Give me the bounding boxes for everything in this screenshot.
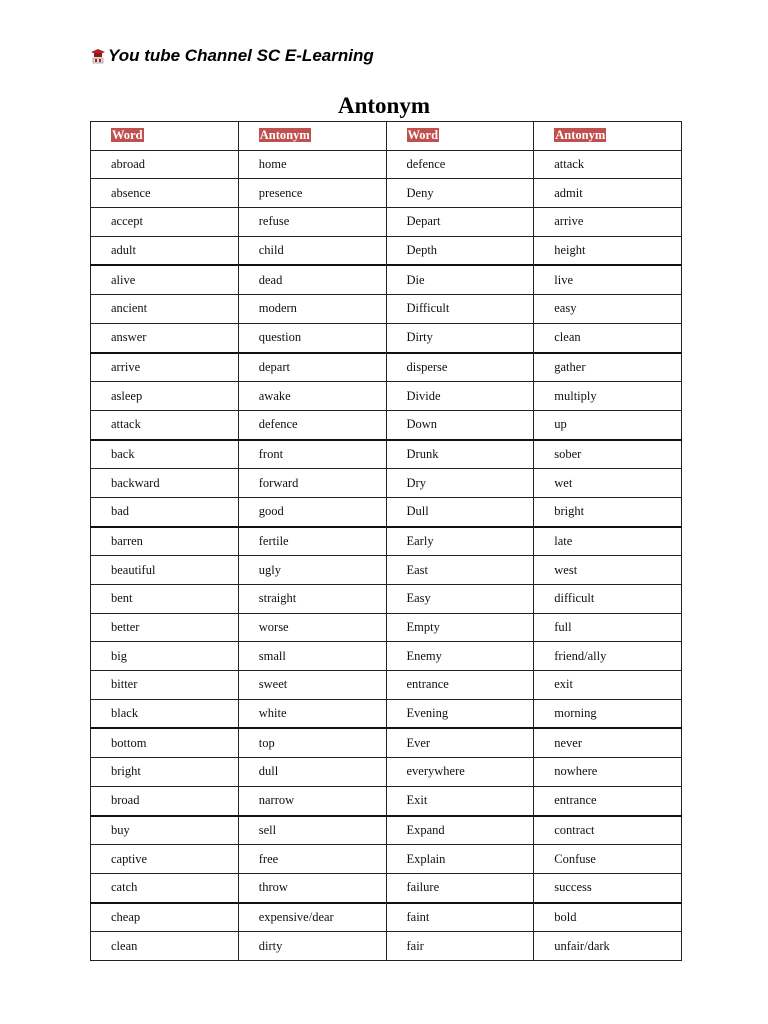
- table-row: [91, 382, 682, 411]
- table-row: [91, 845, 682, 874]
- word-cell: accept: [91, 208, 239, 237]
- word-cell: clean: [91, 932, 239, 961]
- word-cell: barren: [91, 527, 239, 556]
- word-cell: black: [91, 699, 239, 728]
- word-cell: Easy: [386, 585, 534, 614]
- antonym-cell: free: [238, 845, 386, 874]
- word-cell: backward: [91, 469, 239, 498]
- word-cell: entrance: [386, 671, 534, 700]
- antonym-cell: presence: [238, 179, 386, 208]
- table-row: [91, 671, 682, 700]
- word-cell: attack: [91, 410, 239, 439]
- antonym-cell: front: [238, 440, 386, 469]
- antonym-cell: arrive: [534, 208, 682, 237]
- antonym-cell: Confuse: [534, 845, 682, 874]
- word-cell: Exit: [386, 786, 534, 815]
- antonym-cell: difficult: [534, 585, 682, 614]
- word-cell: bottom: [91, 728, 239, 757]
- word-cell: adult: [91, 236, 239, 265]
- antonym-cell: sweet: [238, 671, 386, 700]
- antonym-cell: dead: [238, 265, 386, 294]
- word-cell: Enemy: [386, 642, 534, 671]
- table-row: [91, 758, 682, 787]
- antonym-cell: up: [534, 410, 682, 439]
- table-row: [91, 728, 682, 757]
- table-row: [91, 699, 682, 728]
- antonym-cell: morning: [534, 699, 682, 728]
- word-cell: absence: [91, 179, 239, 208]
- word-cell: ancient: [91, 295, 239, 324]
- antonym-cell: modern: [238, 295, 386, 324]
- antonym-cell: sell: [238, 816, 386, 845]
- table-row: [91, 556, 682, 585]
- antonym-cell: contract: [534, 816, 682, 845]
- antonym-cell: nowhere: [534, 758, 682, 787]
- antonym-cell: success: [534, 873, 682, 902]
- channel-title: You tube Channel SC E-Learning: [108, 46, 374, 65]
- antonym-cell: expensive/dear: [238, 903, 386, 932]
- antonym-cell: attack: [534, 150, 682, 179]
- table-header-row: [91, 122, 682, 151]
- antonym-cell: top: [238, 728, 386, 757]
- word-cell: Depth: [386, 236, 534, 265]
- antonym-cell: multiply: [534, 382, 682, 411]
- word-cell: bitter: [91, 671, 239, 700]
- word-cell: bent: [91, 585, 239, 614]
- antonym-cell: straight: [238, 585, 386, 614]
- word-cell: bad: [91, 497, 239, 526]
- word-cell: Difficult: [386, 295, 534, 324]
- antonym-cell: admit: [534, 179, 682, 208]
- page-title: Antonym: [337, 93, 430, 118]
- antonym-cell: gather: [534, 353, 682, 382]
- word-cell: Down: [386, 410, 534, 439]
- table-row: [91, 150, 682, 179]
- antonym-cell: awake: [238, 382, 386, 411]
- word-cell: alive: [91, 265, 239, 294]
- word-cell: buy: [91, 816, 239, 845]
- word-cell: bright: [91, 758, 239, 787]
- table-row: [91, 410, 682, 439]
- word-cell: beautiful: [91, 556, 239, 585]
- antonym-cell: late: [534, 527, 682, 556]
- antonym-cell: entrance: [534, 786, 682, 815]
- antonym-cell: exit: [534, 671, 682, 700]
- antonym-cell: refuse: [238, 208, 386, 237]
- word-cell: disperse: [386, 353, 534, 382]
- header-antonym-2: Antonym: [534, 122, 682, 151]
- antonym-cell: defence: [238, 410, 386, 439]
- antonym-cell: west: [534, 556, 682, 585]
- word-cell: Depart: [386, 208, 534, 237]
- word-cell: cheap: [91, 903, 239, 932]
- word-cell: Deny: [386, 179, 534, 208]
- table-row: [91, 208, 682, 237]
- word-cell: Dirty: [386, 323, 534, 352]
- antonym-cell: friend/ally: [534, 642, 682, 671]
- table-row: [91, 236, 682, 265]
- table-row: [91, 903, 682, 932]
- word-cell: catch: [91, 873, 239, 902]
- table-row: [91, 932, 682, 961]
- antonym-cell: bright: [534, 497, 682, 526]
- table-row: [91, 613, 682, 642]
- header-word-2: Word: [386, 122, 534, 151]
- antonym-cell: depart: [238, 353, 386, 382]
- antonym-cell: sober: [534, 440, 682, 469]
- antonym-cell: dirty: [238, 932, 386, 961]
- table-row: [91, 323, 682, 352]
- antonym-cell: clean: [534, 323, 682, 352]
- table-row: [91, 585, 682, 614]
- antonym-cell: ugly: [238, 556, 386, 585]
- table-row: [91, 497, 682, 526]
- word-cell: Divide: [386, 382, 534, 411]
- word-cell: East: [386, 556, 534, 585]
- table-row: [91, 873, 682, 902]
- word-cell: asleep: [91, 382, 239, 411]
- table-row: [91, 642, 682, 671]
- antonym-table: [90, 121, 682, 961]
- word-cell: Ever: [386, 728, 534, 757]
- header-antonym-1: Antonym: [238, 122, 386, 151]
- word-cell: Drunk: [386, 440, 534, 469]
- antonym-cell: good: [238, 497, 386, 526]
- table-row: [91, 295, 682, 324]
- antonym-cell: forward: [238, 469, 386, 498]
- word-cell: Die: [386, 265, 534, 294]
- table-row: [91, 440, 682, 469]
- word-cell: Early: [386, 527, 534, 556]
- antonym-cell: dull: [238, 758, 386, 787]
- word-cell: big: [91, 642, 239, 671]
- antonym-cell: home: [238, 150, 386, 179]
- antonym-cell: live: [534, 265, 682, 294]
- table-row: [91, 179, 682, 208]
- word-cell: arrive: [91, 353, 239, 382]
- word-cell: abroad: [91, 150, 239, 179]
- antonym-cell: fertile: [238, 527, 386, 556]
- school-logo-icon: [90, 48, 106, 64]
- channel-header: [90, 46, 374, 66]
- word-cell: Empty: [386, 613, 534, 642]
- antonym-cell: narrow: [238, 786, 386, 815]
- word-cell: broad: [91, 786, 239, 815]
- table-row: [91, 265, 682, 294]
- antonym-cell: child: [238, 236, 386, 265]
- antonym-cell: easy: [534, 295, 682, 324]
- word-cell: Expand: [386, 816, 534, 845]
- word-cell: Dull: [386, 497, 534, 526]
- antonym-cell: white: [238, 699, 386, 728]
- antonym-cell: throw: [238, 873, 386, 902]
- word-cell: captive: [91, 845, 239, 874]
- word-cell: everywhere: [386, 758, 534, 787]
- word-cell: failure: [386, 873, 534, 902]
- table-row: [91, 353, 682, 382]
- word-cell: fair: [386, 932, 534, 961]
- word-cell: Dry: [386, 469, 534, 498]
- word-cell: defence: [386, 150, 534, 179]
- word-cell: faint: [386, 903, 534, 932]
- word-cell: Evening: [386, 699, 534, 728]
- table-row: [91, 816, 682, 845]
- word-cell: better: [91, 613, 239, 642]
- antonym-cell: worse: [238, 613, 386, 642]
- antonym-cell: bold: [534, 903, 682, 932]
- antonym-cell: height: [534, 236, 682, 265]
- word-cell: back: [91, 440, 239, 469]
- antonym-cell: unfair/dark: [534, 932, 682, 961]
- table-row: [91, 469, 682, 498]
- header-word-1: Word: [91, 122, 239, 151]
- antonym-cell: never: [534, 728, 682, 757]
- word-cell: Explain: [386, 845, 534, 874]
- antonym-cell: small: [238, 642, 386, 671]
- table-row: [91, 786, 682, 815]
- antonym-cell: wet: [534, 469, 682, 498]
- word-cell: answer: [91, 323, 239, 352]
- antonym-cell: full: [534, 613, 682, 642]
- antonym-cell: question: [238, 323, 386, 352]
- table-row: [91, 527, 682, 556]
